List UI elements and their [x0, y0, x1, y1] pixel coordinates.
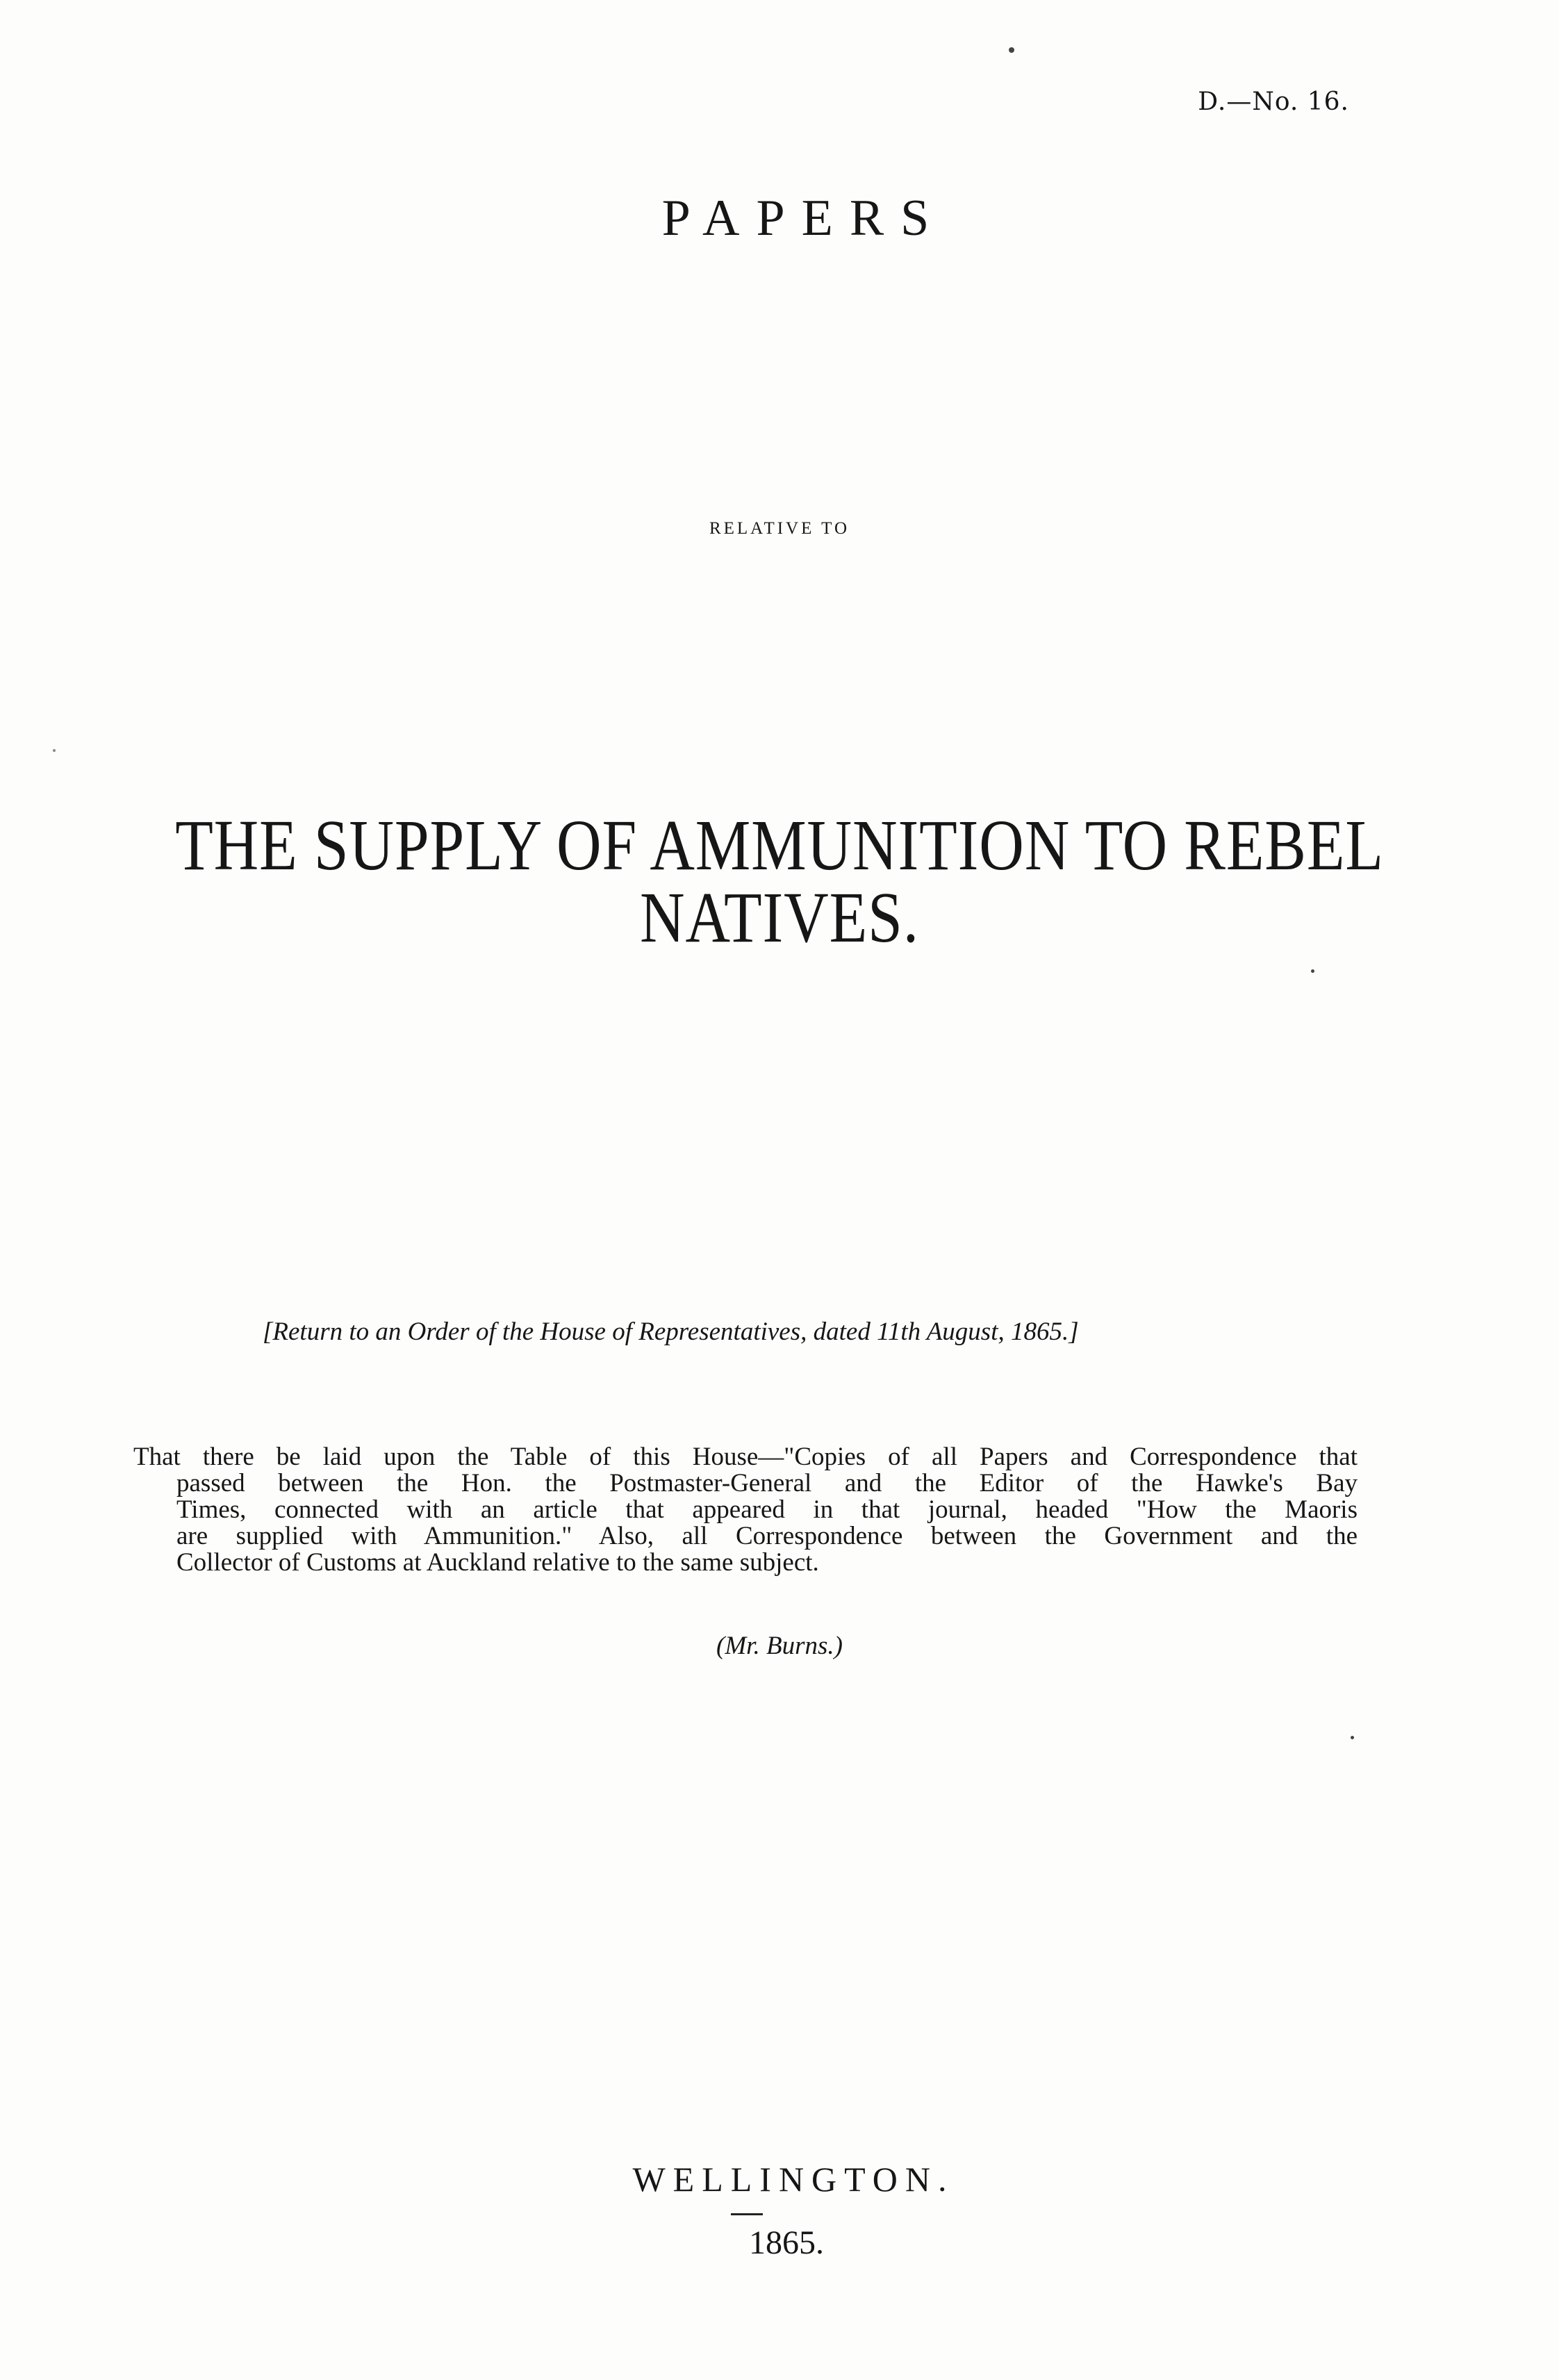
scan-speck [53, 749, 56, 752]
motion-text [133, 1444, 1358, 1576]
scan-speck [1009, 47, 1014, 53]
motion-line: Collector of Customs at Auckland relative to the same subject. [176, 1548, 819, 1577]
papers-heading: PAPERS [661, 190, 946, 247]
motion-line: That there be laid upon the Table of this House—"Copies of all Papers and Correspondence that [133, 1443, 1358, 1471]
imprint-place: WELLINGTON. [632, 2160, 955, 2199]
motion-line: passed between the Hon. the Postmaster-General and the Editor of the Hawke's Bay [176, 1469, 1358, 1497]
document-reference: D.—No. 16. [1198, 88, 1349, 116]
main-title: THE SUPPLY OF AMMUNITION TO REBEL NATIVES. [175, 805, 1384, 958]
mover-name: (Mr. Burns.) [716, 1632, 843, 1660]
motion-line: Times, connected with an article that appeared in that journal, headed "How the Maoris [176, 1495, 1358, 1524]
relative-to-label: RELATIVE TO [709, 519, 850, 538]
scan-speck [1351, 1736, 1354, 1739]
scan-speck [1311, 969, 1314, 973]
imprint-year: 1865. [749, 2224, 824, 2261]
return-order-note: [Return to an Order of the House of Representatives, dated 11th August, 1865.] [263, 1318, 1079, 1346]
motion-line: are supplied with Ammunition." Also, all Correspondence between the Government and the [176, 1522, 1358, 1550]
imprint-rule [731, 2213, 763, 2215]
